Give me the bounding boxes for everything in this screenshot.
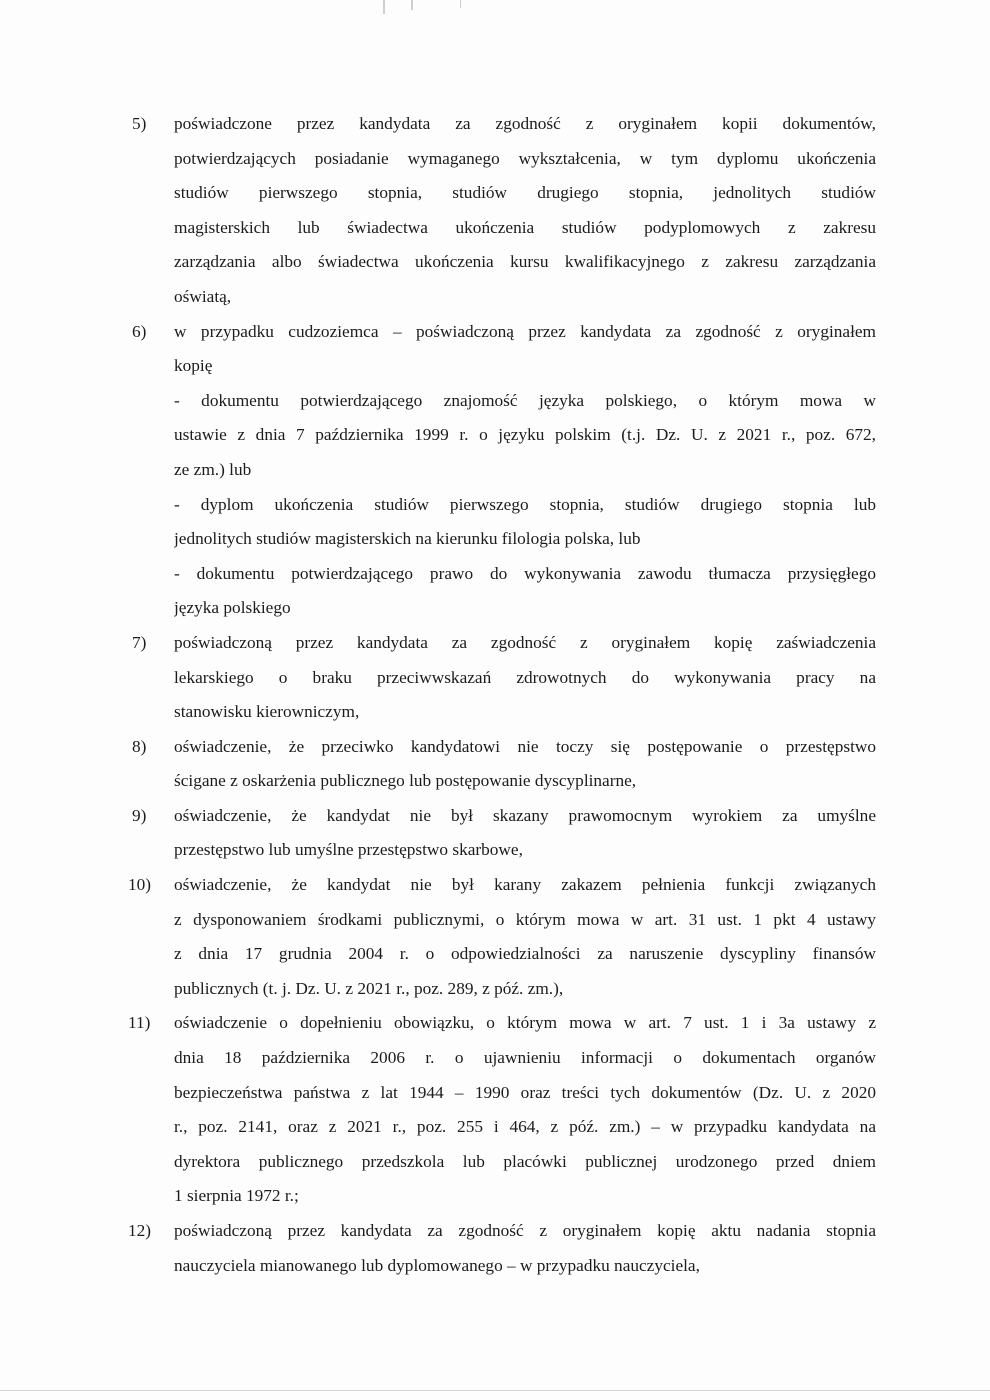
- sub-bullet-line: - dokumentu potwierdzającego prawo do wykonywania zawodu tłumacza przysięgłego: [174, 563, 876, 583]
- text-line: z dnia 17 grudnia 2004 r. o odpowiedzialności za naruszenie dyscypliny finansów: [174, 944, 876, 964]
- text-line: ze zm.) lub: [174, 459, 252, 479]
- document-body: [128, 107, 876, 1283]
- list-item-7: [128, 626, 876, 730]
- item-number: 5): [132, 114, 147, 133]
- text-line: z dysponowaniem środkami publicznymi, o którym mowa w art. 31 ust. 1 pkt 4 ustawy: [174, 909, 876, 929]
- text-line: kopię: [174, 356, 213, 376]
- item-number: 11): [128, 1013, 151, 1033]
- item-text: [174, 799, 876, 868]
- scan-speck: [383, 0, 385, 14]
- text-line: dnia 18 października 2006 r. o ujawnieniu informacji o dokumentach organów: [174, 1048, 876, 1068]
- text-line: zarządzania albo świadectwa ukończenia kursu kwalifikacyjnego z zakresu zarządzania: [174, 252, 876, 272]
- list-item-11: [128, 1006, 876, 1214]
- item-text: [174, 1214, 876, 1283]
- item-text: [174, 315, 876, 626]
- text-line: potwierdzających posiadanie wymaganego wykształcenia, w tym dyplomu ukończenia: [174, 148, 876, 168]
- item-number: 10): [128, 875, 152, 895]
- text-line: języka polskiego: [174, 598, 291, 618]
- list-item-6: [128, 315, 876, 626]
- item-number: 9): [132, 805, 147, 825]
- item-number: 12): [128, 1221, 152, 1240]
- item-number: 8): [132, 736, 147, 756]
- item-text: [174, 107, 876, 315]
- text-line: nauczyciela mianowanego lub dyplomowanego – w przypadku nauczyciela,: [174, 1255, 700, 1275]
- text-line: magisterskich lub świadectwa ukończenia studiów podyplomowych z zakresu: [174, 217, 876, 237]
- scan-speck: [460, 0, 461, 8]
- text-line: poświadczoną przez kandydata za zgodność z oryginałem kopię zaświadczenia: [174, 632, 876, 652]
- text-line: oświadczenie, że przeciwko kandydatowi nie toczy się postępowanie o przestępstwo: [174, 736, 876, 756]
- item-text: [174, 730, 876, 799]
- list-item-9: [128, 799, 876, 868]
- item-number: 6): [132, 321, 147, 341]
- item-number: 7): [132, 632, 147, 652]
- list-item-5: [128, 107, 876, 315]
- item-text: [174, 1006, 876, 1214]
- text-line: studiów pierwszego stopnia, studiów drugiego stopnia, jednolitych studiów: [174, 183, 876, 203]
- text-line: oświadczenie, że kandydat nie był karany zakazem pełnienia funkcji związanych: [174, 875, 876, 895]
- text-line: r., poz. 2141, oraz z 2021 r., poz. 255 i 464, z póź. zm.) – w przypadku kandydata na: [174, 1117, 876, 1137]
- scan-speck: [411, 0, 413, 10]
- scan-edge-line: [0, 1390, 990, 1391]
- text-line: w przypadku cudzoziemca – poświadczoną przez kandydata za zgodność z oryginałem: [174, 321, 876, 341]
- text-line: lekarskiego o braku przeciwwskazań zdrowotnych do wykonywania pracy na: [174, 667, 876, 687]
- text-line: dyrektora publicznego przedszkola lub placówki publicznej urodzonego przed dniem: [174, 1151, 876, 1171]
- text-line: jednolitych studiów magisterskich na kierunku filologia polska, lub: [174, 529, 641, 549]
- list-item-8: [128, 730, 876, 799]
- text-line: bezpieczeństwa państwa z lat 1944 – 1990 oraz treści tych dokumentów (Dz. U. z 2020: [174, 1082, 876, 1102]
- item-text: [174, 868, 876, 1006]
- text-line: oświatą,: [174, 286, 232, 306]
- sub-bullet-line: - dokumentu potwierdzającego znajomość języka polskiego, o którym mowa w: [174, 390, 876, 410]
- sub-bullet-line: - dyplom ukończenia studiów pierwszego stopnia, studiów drugiego stopnia lub: [174, 494, 876, 514]
- list-item-10: [128, 868, 876, 1006]
- text-line: ścigane z oskarżenia publicznego lub postępowanie dyscyplinarne,: [174, 771, 637, 791]
- text-line: publicznych (t. j. Dz. U. z 2021 r., poz. 289, z póź. zm.),: [174, 978, 564, 998]
- text-line: przestępstwo lub umyślne przestępstwo skarbowe,: [174, 840, 523, 860]
- list-item-12: [128, 1214, 876, 1283]
- text-line: oświadczenie, że kandydat nie był skazany prawomocnym wyrokiem za umyślne: [174, 805, 876, 825]
- text-line: stanowisku kierowniczym,: [174, 702, 360, 722]
- text-line: poświadczoną przez kandydata za zgodność z oryginałem kopię aktu nadania stopnia: [174, 1221, 876, 1240]
- text-line: 1 sierpnia 1972 r.;: [174, 1186, 299, 1206]
- text-line: ustawie z dnia 7 października 1999 r. o języku polskim (t.j. Dz. U. z 2021 r., poz. 672,: [174, 425, 876, 445]
- item-text: [174, 626, 876, 730]
- text-line: oświadczenie o dopełnieniu obowiązku, o którym mowa w art. 7 ust. 1 i 3a ustawy z: [174, 1013, 876, 1033]
- text-line: poświadczone przez kandydata za zgodność z oryginałem kopii dokumentów,: [174, 114, 876, 133]
